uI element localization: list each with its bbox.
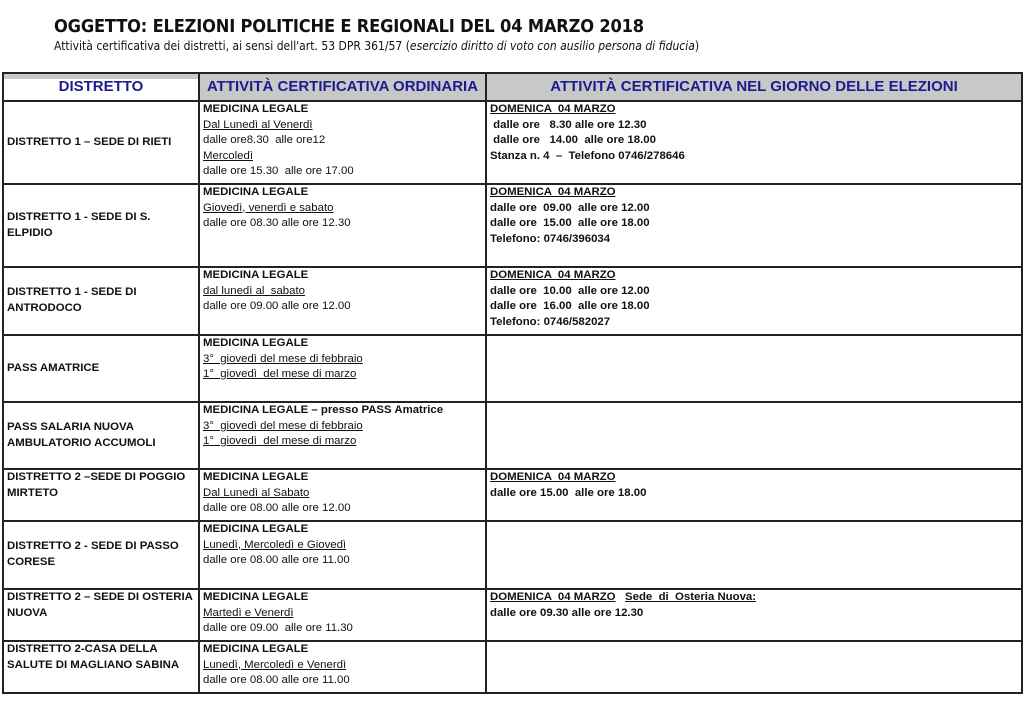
subtitle-italic: esercizio diritto di voto con ausilio persona di fiducia [409,39,695,53]
election-schedule-line: dalle ore 16.00 alle ore 18.00 [490,300,650,313]
title-prefix: OGGETTO [54,17,141,37]
election-day-cell [486,184,1022,267]
service-name: MEDICINA LEGALE [203,643,309,655]
table-row [3,641,1022,693]
election-day-cell [486,521,1022,589]
subtitle-plain: Attività certificativa dei distretti, ai sensi dell'art. 53 DPR 361/57 ( [54,39,410,53]
document-header [54,16,771,54]
table-body [3,101,1022,693]
schedule-line: dalle ore 08.00 alle ore 11.00 [203,674,350,687]
schedule-line: Dal Lunedì al Venerdì [203,118,313,131]
election-schedule-line: Telefono: 0746/396034 [490,232,611,245]
service-name: MEDICINA LEGALE [203,103,309,115]
election-day-cell [486,267,1022,335]
schedule-line: 1° giovedì del mese di marzo [203,368,357,381]
table-row [3,101,1022,184]
election-day-cell [486,402,1022,469]
table-row [3,469,1022,521]
election-schedule-line: Telefono: 0746/582027 [490,315,611,328]
election-schedule-line: dalle ore 09.30 alle ore 12.30 [490,606,644,619]
schedule-line: 1° giovedì del mese di marzo [203,435,357,448]
service-name: MEDICINA LEGALE [203,337,309,349]
election-day-cell [486,101,1022,184]
column-header-election: ATTIVITÀ CERTIFICATIVA NEL GIORNO DELLE ELEZIONI [486,73,1022,101]
election-day-cell [486,589,1022,641]
schedule-line: 3° giovedì del mese di febbraio [203,352,363,365]
schedule-line: Lunedì, Mercoledì e Giovedì [203,538,347,551]
election-schedule-line: dalle ore 10.00 alle ore 12.00 [490,284,650,297]
ordinary-activity-cell [199,267,486,335]
schedule-line: dalle ore 08.00 alle ore 11.00 [203,554,350,567]
schedule-line: dal lunedì al sabato [203,284,305,297]
election-schedule-line: dalle ore 15.00 alle ore 18.00 [490,217,650,230]
ordinary-activity-cell [199,589,486,641]
table-row [3,521,1022,589]
service-name: MEDICINA LEGALE [203,269,309,281]
column-header-ordinary: ATTIVITÀ CERTIFICATIVA ORDINARIA [199,73,486,101]
election-date [490,185,1018,201]
ordinary-activity-cell [199,521,486,589]
table-row [3,589,1022,641]
document-subtitle [54,38,699,54]
ordinary-activity-cell [199,101,486,184]
schedule-line: dalle ore 09.00 alle ore 12.00 [203,300,351,313]
district-cell: DISTRETTO 2 - SEDE DI PASSO CORESE [3,521,199,589]
district-cell: DISTRETTO 2-CASA DELLA SALUTE DI MAGLIANO SABINA [3,641,199,693]
schedule-table [2,72,1023,694]
schedule-line: dalle ore 08.30 alle ore 12.30 [203,217,351,230]
schedule-line: Dal Lunedì al Sabato [203,486,310,499]
election-date-label: DOMENICA 04 MARZO [490,103,616,115]
district-cell: DISTRETTO 2 – SEDE DI OSTERIA NUOVA [3,589,199,641]
election-date-label: DOMENICA 04 MARZO [490,269,616,281]
table-header-row [3,73,1022,101]
table-row [3,267,1022,335]
schedule-line: dalle ore 09.00 alle ore 11.30 [203,622,353,635]
election-date [490,590,1018,606]
service-name: MEDICINA LEGALE [203,591,309,603]
election-schedule-line: dalle ore 14.00 alle ore 18.00 [490,134,656,147]
table-row [3,402,1022,469]
subtitle-end: ) [694,39,700,53]
schedule-line: Lunedì, Mercoledì e Venerdì [203,658,347,671]
service-name: MEDICINA LEGALE [203,186,309,198]
schedule-line: Martedì e Venerdì [203,606,294,619]
district-cell: PASS SALARIA NUOVA AMBULATORIO ACCUMOLI [3,402,199,469]
service-name: MEDICINA LEGALE [203,523,309,535]
election-schedule-line: Stanza n. 4 – Telefono 0746/278646 [490,149,685,162]
ordinary-activity-cell [199,402,486,469]
schedule-line: Giovedì, venerdì e sabato [203,201,334,214]
schedule-line: dalle ore 15.30 alle ore 17.00 [203,165,354,178]
title-rest: : ELEZIONI POLITICHE E REGIONALI DEL 04 MARZO 2018 [140,17,644,37]
district-cell: PASS AMATRICE [3,335,199,402]
ordinary-activity-cell [199,184,486,267]
election-schedule-line: dalle ore 15.00 alle ore 18.00 [490,486,647,499]
election-location-label: Sede di Osteria Nuova: [625,591,757,603]
election-date [490,268,1018,284]
election-date-label: DOMENICA 04 MARZO [490,471,616,483]
schedule-line: dalle ore8.30 alle ore12 [203,134,326,147]
election-day-cell [486,469,1022,521]
election-date [490,102,1018,118]
election-schedule-line: dalle ore 09.00 alle ore 12.00 [490,201,650,214]
service-name: MEDICINA LEGALE [203,471,309,483]
election-day-cell [486,335,1022,402]
district-cell: DISTRETTO 1 – SEDE DI RIETI [3,101,199,184]
schedule-line: Mercoledì [203,149,254,162]
ordinary-activity-cell [199,469,486,521]
ordinary-activity-cell [199,335,486,402]
district-cell: DISTRETTO 1 - SEDE DI S. ELPIDIO [3,184,199,267]
table-row [3,335,1022,402]
district-cell: DISTRETTO 2 –SEDE DI POGGIO MIRTETO [3,469,199,521]
election-date [490,470,1018,486]
election-schedule-line: dalle ore 8.30 alle ore 12.30 [490,118,647,131]
election-date-label: DOMENICA 04 MARZO [490,186,616,198]
schedule-line: dalle ore 08.00 alle ore 12.00 [203,502,351,515]
service-name: MEDICINA LEGALE – presso PASS Amatrice [203,404,444,416]
election-day-cell [486,641,1022,693]
document-title [54,16,721,38]
district-cell: DISTRETTO 1 - SEDE DI ANTRODOCO [3,267,199,335]
table-row [3,184,1022,267]
ordinary-activity-cell [199,641,486,693]
election-date-label: DOMENICA 04 MARZO [490,591,616,603]
column-header-district: DISTRETTO [3,73,199,101]
schedule-line: 3° giovedì del mese di febbraio [203,419,363,432]
